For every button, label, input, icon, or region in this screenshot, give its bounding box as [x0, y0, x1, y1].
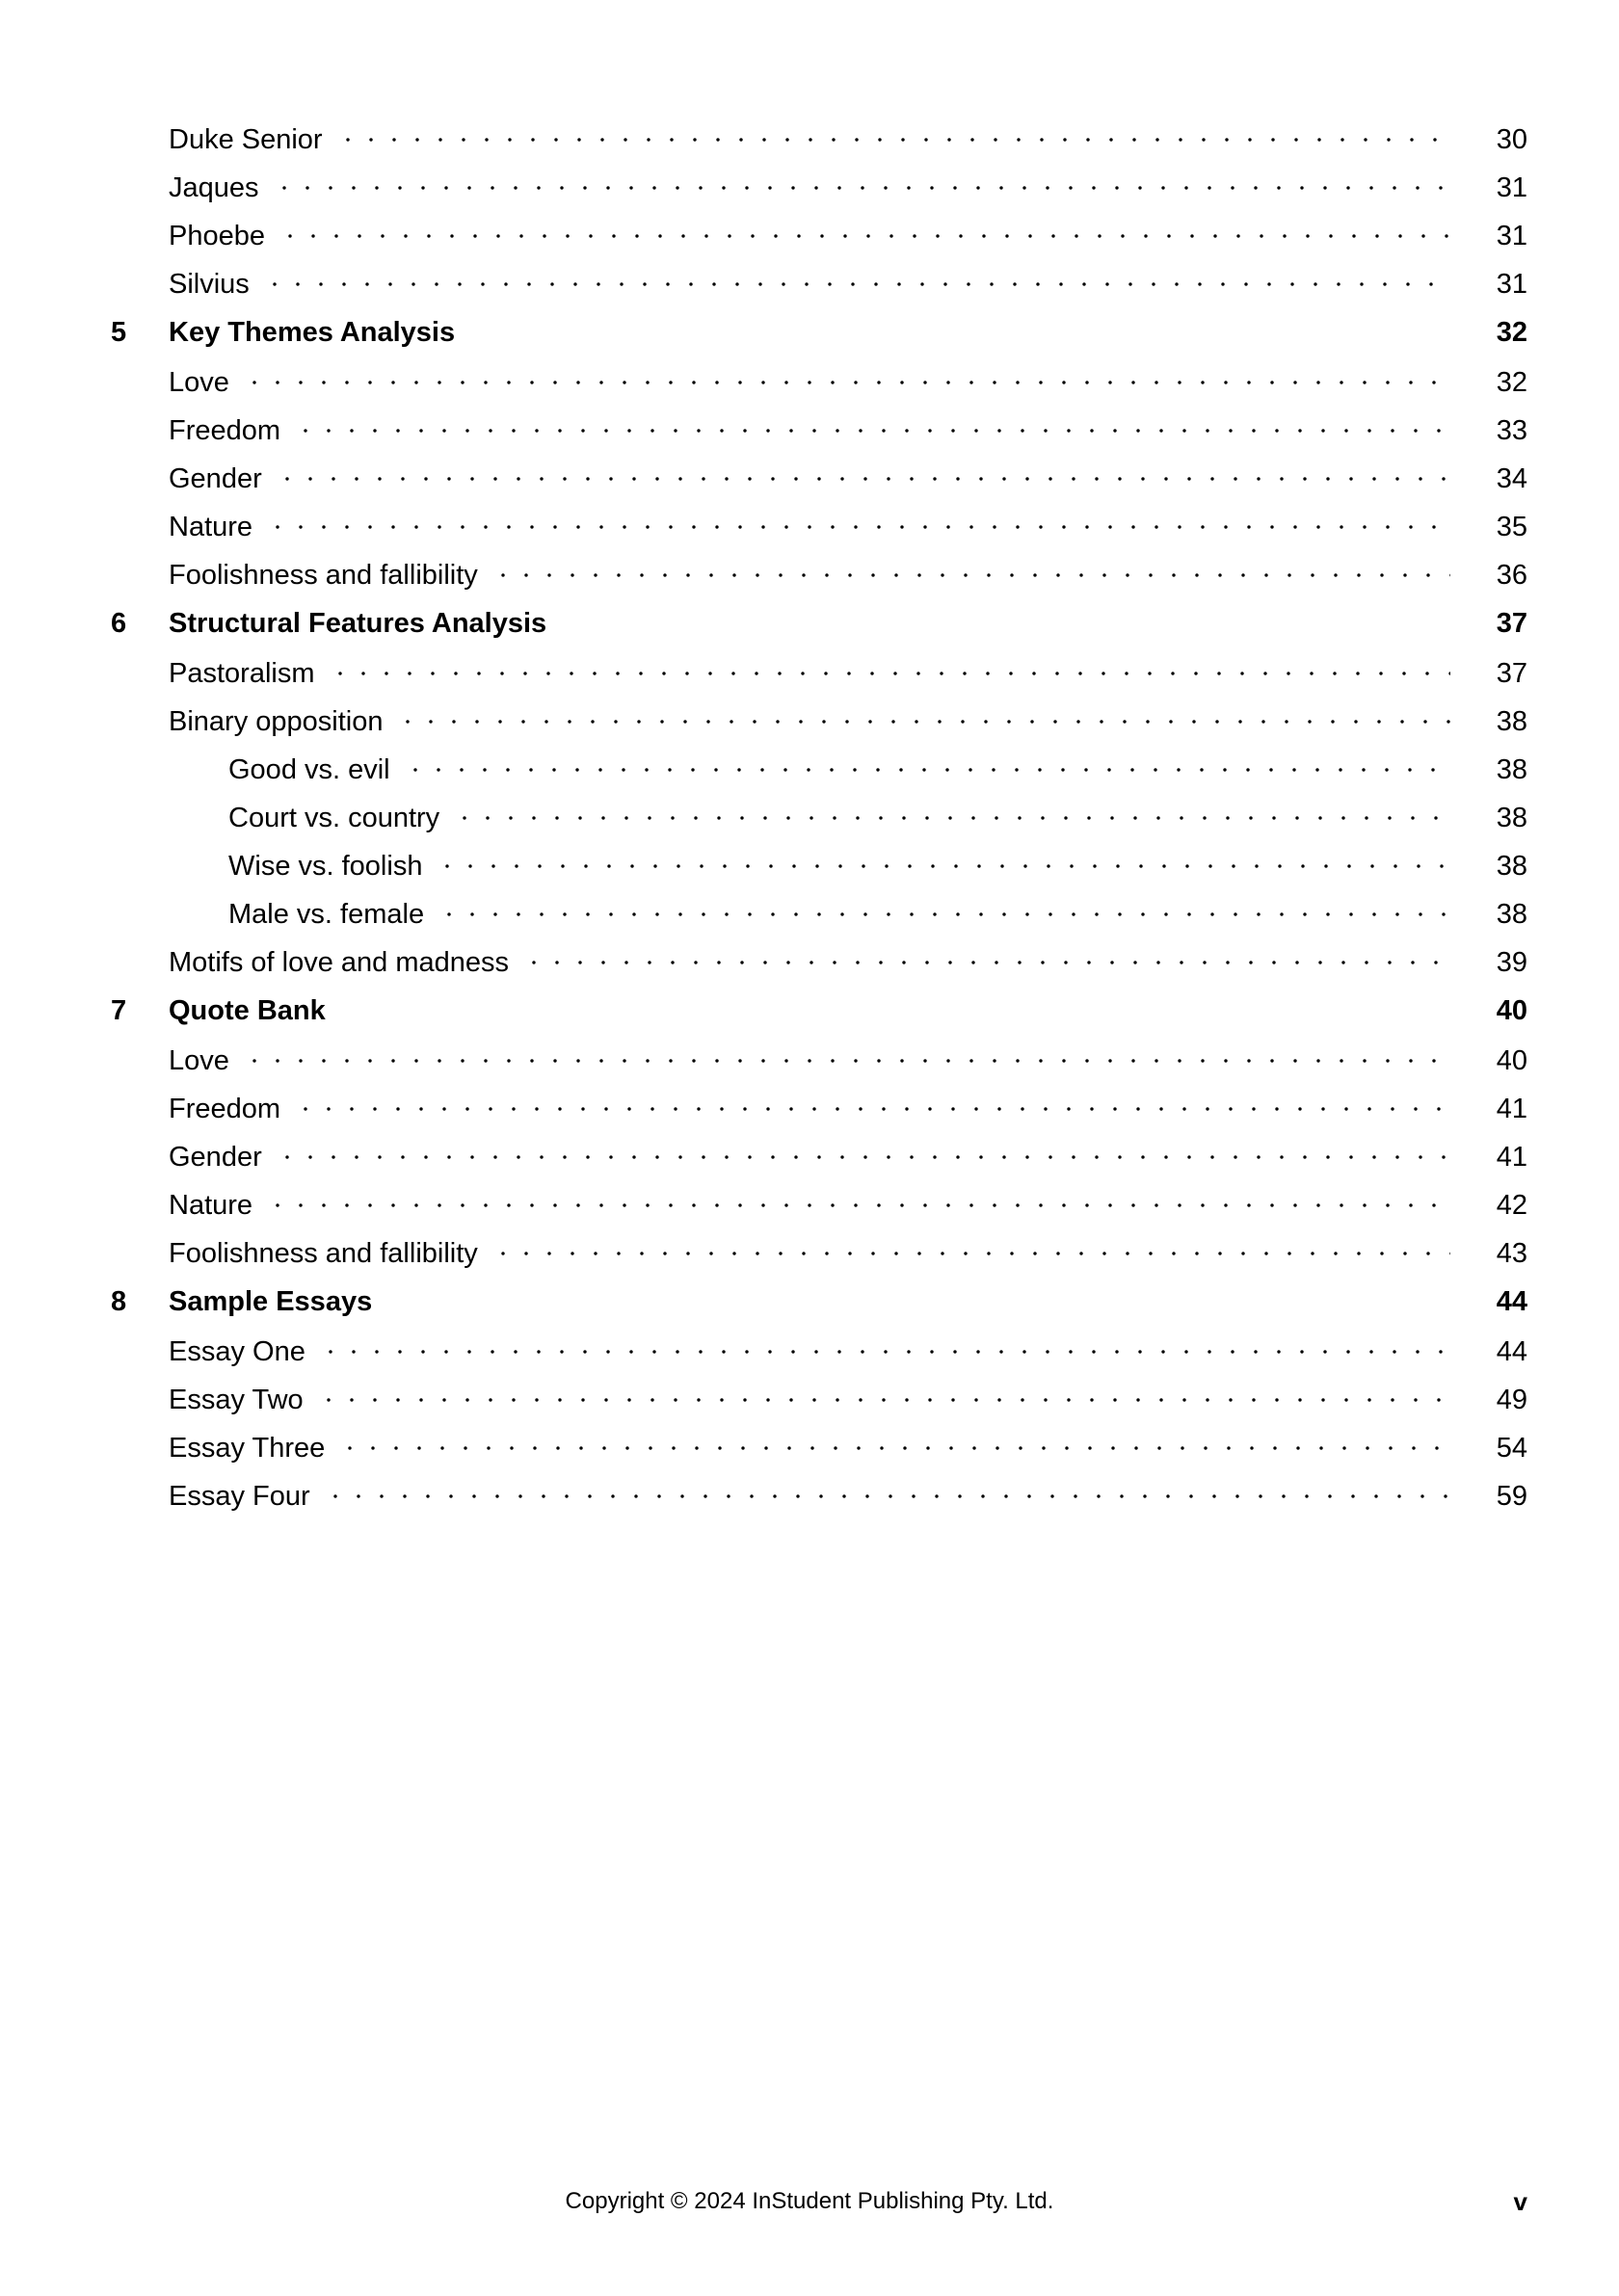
- toc-dot-leader: [404, 753, 1450, 779]
- toc-entry-label: Freedom: [169, 1094, 281, 1124]
- toc-entry[interactable]: [0, 366, 1619, 414]
- toc-entry-label: Sample Essays: [169, 1286, 373, 1317]
- toc-entry-label: Silvius: [169, 269, 250, 300]
- toc-entry[interactable]: [0, 511, 1619, 559]
- toc-entry[interactable]: [0, 123, 1619, 172]
- toc-dot-leader: [491, 559, 1450, 584]
- toc-page-number: 49: [1496, 1385, 1527, 1415]
- toc-dot-leader: [468, 316, 1450, 341]
- toc-entry-label: Duke Senior: [169, 124, 323, 155]
- toc-entry-label: Freedom: [169, 415, 281, 446]
- toc-dot-leader: [522, 946, 1450, 971]
- toc-chapter-number: 8: [111, 1286, 127, 1317]
- toc-dot-leader: [385, 1285, 1450, 1310]
- toc-dot-leader: [273, 172, 1450, 197]
- toc-entry[interactable]: [0, 1384, 1619, 1432]
- toc-entry-label: Essay Two: [169, 1385, 304, 1415]
- toc-page-number: 34: [1496, 463, 1527, 494]
- toc-entry[interactable]: [0, 172, 1619, 220]
- toc-page-number: 38: [1496, 851, 1527, 882]
- toc-entry[interactable]: [0, 1141, 1619, 1189]
- toc-entry-label: Male vs. female: [228, 899, 425, 930]
- toc-dot-leader: [294, 414, 1450, 439]
- toc-entry[interactable]: [0, 994, 1619, 1044]
- toc-entry[interactable]: [0, 946, 1619, 994]
- toc-entry-label: Essay Three: [169, 1433, 326, 1464]
- toc-dot-leader: [276, 1141, 1450, 1166]
- toc-page-number: 37: [1496, 608, 1527, 639]
- toc-entry-label: Gender: [169, 1142, 262, 1173]
- toc-page-number: 41: [1496, 1142, 1527, 1173]
- toc-page-number: 54: [1496, 1433, 1527, 1464]
- toc-dot-leader: [276, 462, 1450, 488]
- toc-entry[interactable]: [0, 898, 1619, 946]
- toc-entry-label: Motifs of love and madness: [169, 947, 510, 978]
- toc-page-number: 33: [1496, 415, 1527, 446]
- toc-dot-leader: [317, 1384, 1450, 1409]
- page-footer: [0, 2182, 1619, 2221]
- toc-entry-label: Gender: [169, 463, 262, 494]
- toc-entry[interactable]: [0, 705, 1619, 753]
- toc-dot-leader: [396, 705, 1450, 730]
- toc-entry[interactable]: [0, 414, 1619, 462]
- toc-entry-label: Love: [169, 367, 229, 398]
- toc-dot-leader: [294, 1093, 1450, 1118]
- toc-entry-label: Good vs. evil: [228, 754, 390, 785]
- toc-entry[interactable]: [0, 802, 1619, 850]
- toc-entry[interactable]: [0, 1189, 1619, 1237]
- toc-page-number: 40: [1496, 995, 1527, 1026]
- toc-entry[interactable]: [0, 753, 1619, 802]
- toc-page-number: 31: [1496, 221, 1527, 251]
- toc-page-number: 38: [1496, 706, 1527, 737]
- toc-dot-leader: [243, 1044, 1450, 1069]
- copyright-notice: Copyright © 2024 InStudent Publishing Pty. Ltd.: [565, 2188, 1054, 2214]
- toc-entry[interactable]: [0, 1432, 1619, 1480]
- toc-dot-leader: [560, 607, 1450, 632]
- toc-dot-leader: [438, 898, 1450, 923]
- toc-dot-leader: [436, 850, 1450, 875]
- toc-entry-label: Structural Features Analysis: [169, 608, 547, 639]
- toc-entry[interactable]: [0, 657, 1619, 705]
- toc-page-number: 59: [1496, 1481, 1527, 1512]
- toc-dot-leader: [339, 994, 1450, 1019]
- table-of-contents-list: [0, 123, 1619, 1528]
- toc-entry[interactable]: [0, 316, 1619, 366]
- toc-entry[interactable]: [0, 268, 1619, 316]
- toc-page-number: 30: [1496, 124, 1527, 155]
- toc-dot-leader: [279, 220, 1450, 245]
- toc-entry-label: Key Themes Analysis: [169, 317, 456, 348]
- toc-entry[interactable]: [0, 1044, 1619, 1093]
- toc-page-number: 32: [1496, 317, 1527, 348]
- toc-entry[interactable]: [0, 1335, 1619, 1384]
- toc-entry-label: Binary opposition: [169, 706, 384, 737]
- toc-page-number: 31: [1496, 269, 1527, 300]
- toc-page-number: 38: [1496, 899, 1527, 930]
- toc-dot-leader: [324, 1480, 1450, 1505]
- toc-page-number: 36: [1496, 560, 1527, 591]
- toc-dot-leader: [338, 1432, 1450, 1457]
- toc-entry[interactable]: [0, 1237, 1619, 1285]
- toc-page-number: 42: [1496, 1190, 1527, 1221]
- toc-entry[interactable]: [0, 1093, 1619, 1141]
- toc-entry-label: Foolishness and fallibility: [169, 1238, 478, 1269]
- toc-entry-label: Foolishness and fallibility: [169, 560, 478, 591]
- toc-entry-label: Love: [169, 1045, 229, 1076]
- toc-page-number: 38: [1496, 803, 1527, 833]
- toc-entry-label: Essay One: [169, 1336, 305, 1367]
- toc-entry-label: Pastoralism: [169, 658, 315, 689]
- toc-dot-leader: [491, 1237, 1450, 1262]
- toc-entry[interactable]: [0, 607, 1619, 657]
- toc-page-number: 31: [1496, 172, 1527, 203]
- toc-entry-label: Phoebe: [169, 221, 265, 251]
- toc-dot-leader: [266, 511, 1450, 536]
- toc-chapter-number: 6: [111, 608, 127, 639]
- toc-dot-leader: [336, 123, 1450, 148]
- toc-entry[interactable]: [0, 1480, 1619, 1528]
- toc-page-number: 44: [1496, 1336, 1527, 1367]
- toc-entry[interactable]: [0, 850, 1619, 898]
- toc-page-number: 32: [1496, 367, 1527, 398]
- toc-entry[interactable]: [0, 1285, 1619, 1335]
- toc-chapter-number: 7: [111, 995, 127, 1026]
- toc-dot-leader: [453, 802, 1450, 827]
- toc-entry-label: Nature: [169, 512, 253, 542]
- toc-page-number: 35: [1496, 512, 1527, 542]
- toc-entry-label: Jaques: [169, 172, 259, 203]
- toc-entry-label: Quote Bank: [169, 995, 326, 1026]
- toc-entry-label: Essay Four: [169, 1481, 310, 1512]
- toc-dot-leader: [243, 366, 1450, 391]
- toc-page-number: 41: [1496, 1094, 1527, 1124]
- toc-dot-leader: [329, 657, 1451, 682]
- toc-page-number: 44: [1496, 1286, 1527, 1317]
- toc-page-number: 38: [1496, 754, 1527, 785]
- toc-entry-label: Court vs. country: [228, 803, 440, 833]
- toc-dot-leader: [263, 268, 1450, 293]
- toc-entry[interactable]: [0, 220, 1619, 268]
- toc-dot-leader: [319, 1335, 1450, 1360]
- toc-page-number: 39: [1496, 947, 1527, 978]
- toc-entry-label: Wise vs. foolish: [228, 851, 423, 882]
- toc-entry[interactable]: [0, 559, 1619, 607]
- toc-page-number: 43: [1496, 1238, 1527, 1269]
- toc-entry-label: Nature: [169, 1190, 253, 1221]
- toc-page-number: 37: [1496, 658, 1527, 689]
- toc-dot-leader: [266, 1189, 1450, 1214]
- toc-page-number: 40: [1496, 1045, 1527, 1076]
- footer-page-number: v: [1513, 2187, 1527, 2216]
- toc-chapter-number: 5: [111, 317, 127, 348]
- toc-entry[interactable]: [0, 462, 1619, 511]
